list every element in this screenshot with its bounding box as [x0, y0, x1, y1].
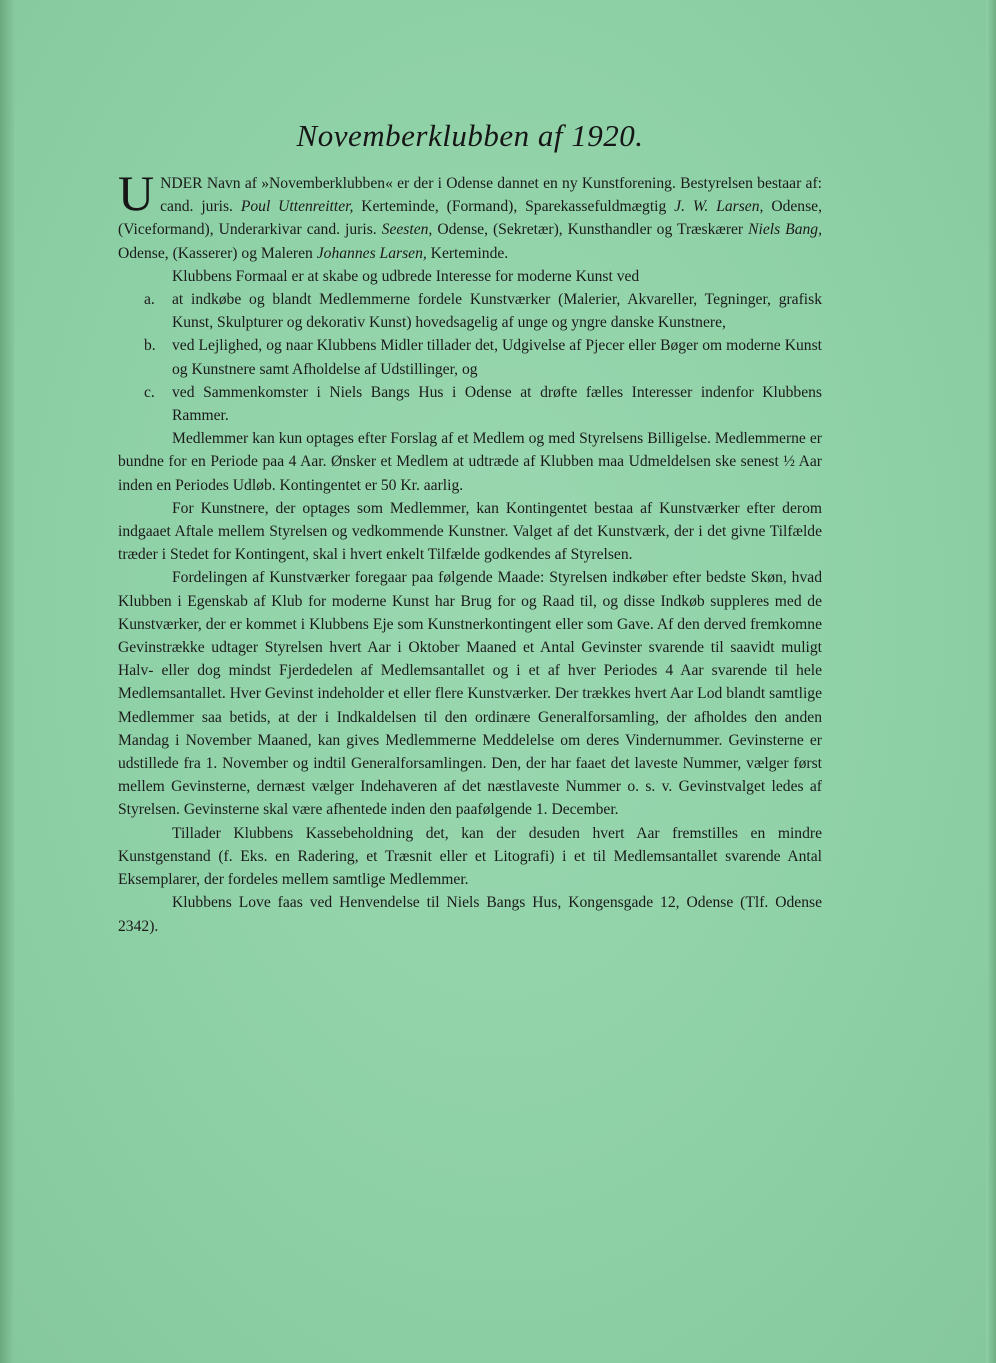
- list-marker: a.: [144, 291, 155, 309]
- list-marker: b.: [144, 337, 156, 355]
- bylaws-paragraph: Klubbens Love faas ved Henvendelse til Niels Bangs Hus, Kongensgade 12, Odense (Tlf. Odense 2342).: [118, 894, 822, 935]
- intro-text-4: Odense, (Sekretær), Kunsthandler og Træskærer: [432, 221, 749, 239]
- membership-paragraph: Medlemmer kan kun optages efter Forslag af et Medlem og med Styrelsens Billigelse. Medlemmerne er bundne for en Periode paa 4 Aar. Ønsker et Medlem at udtræde af Klubben maa Udmeldelsen ske senest ½ Aar inden en Periodes Udløb. Kontingentet er 50 Kr. aarlig.: [118, 430, 822, 494]
- distribution-paragraph: Fordelingen af Kunstværker foregaar paa følgende Maade: Styrelsen indkøber efter bedste Skøn, hvad Klubben i Egenskab af Klub for moderne Kunst har Brug for og Raad til, og disse Indkøb suppleres med de Kunstværker, der er kommet i Klubbens Eje som Kunstnerkontingent eller som Gave. Af den derved fremkomne Gevinstrække udtager Styrelsen hvert Aar i Oktober Maaned et Antal Gevinster svarende til saavidt muligt Halv- eller dog mindst Fjerdedelen af Medlemsantallet og i et af hver Periodes 4 Aar svarende til hele Medlemsantallet. Hver Gevinst indeholder et eller flere Kunstværker. Der trækkes hvert Aar Lod blandt samtlige Medlemmer saa betids, at der i Indkaldelsen til den ordinære Generalforsamling, der afholdes den anden Mandag i November Maaned, kan gives Medlemmerne Meddelelse om deres Vindernummer. Gevinsterne er udstillede fra 1. November og indtil Generalforsamlingen. Den, der har faaet det laveste Nummer, vælger først mellem Gevinsterne, dernæst vælger Indehaveren af det næstlaveste Nummer o. s. v. Gevinstvalget ledes af Styrelsen. Gevinsterne skal være afhentede inden den paafølgende 1. December.: [118, 569, 822, 819]
- page-edge-left: [0, 0, 14, 1363]
- list-item-text: ved Lejlighed, og naar Klubbens Midler tillader det, Udgivelse af Pjecer eller Bøger om moderne Kunst og Kunstnere samt Afholdelse af Udstillinger, og: [172, 337, 822, 378]
- artist-fee-paragraph: For Kunstnere, der optages som Medlemmer, kan Kontingentet bestaa af Kunstværker efter derom indgaaet Aftale mellem Styrelsen og vedkommende Kunstner. Valget af det Kunstværk, der i det givne Tilfælde træder i Stedet for Kontingent, skal i hvert enkelt Tilfælde godkendes af Styrelsen.: [118, 499, 822, 564]
- drop-cap: U: [118, 165, 155, 221]
- intro-text-3: Odense, (Viceformand), Underarkivar cand. juris.: [118, 198, 822, 239]
- name-secretary: Seesten,: [381, 221, 433, 239]
- intro-text-6: Kerteminde.: [426, 244, 509, 262]
- purpose-paragraph: Klubbens Formaal er at skabe og udbrede Interesse for moderne Kunst ved: [172, 267, 640, 285]
- list-item-text: ved Sammenkomster i Niels Bangs Hus i Odense at drøfte fælles Interesser indenfor Klubbens Rammer.: [172, 383, 822, 425]
- intro-text-2: Kerteminde, (Formand), Sparekassefuldmægtig: [353, 198, 675, 216]
- page-edge-right: [986, 0, 996, 1363]
- list-marker: c.: [144, 383, 155, 401]
- name-painter: Johannes Larsen,: [316, 244, 427, 262]
- edition-paragraph: Tillader Klubbens Kassebeholdning det, kan der desuden hvert Aar fremstilles en mindre Kunstgenstand (f. Eks. en Radering, et Træsnit eller et Litografi) i et til Medlemsantallet svarende Antal Eksemplarer, der fordeles mellem samtlige Medlemmer.: [118, 824, 822, 889]
- intro-text-5: Odense, (Kasserer) og Maleren: [118, 244, 317, 262]
- list-item-text: at indkøbe og blandt Medlemmerne fordele Kunstværker (Malerier, Akvareller, Tegninger, grafisk Kunst, Skulpturer og dekorativ Kunst) hovedsagelig af unge og yngre danske Kunstnere,: [172, 291, 822, 332]
- body-text: [118, 165, 822, 938]
- list-item: [144, 381, 822, 427]
- name-vice-chairman: J. W. Larsen,: [674, 198, 764, 216]
- intro-paragraph: [118, 165, 822, 265]
- name-treasurer: Niels Bang,: [748, 221, 822, 239]
- name-chairman: Poul Uttenreitter,: [240, 198, 354, 216]
- intro-text-1: Navn af »Novemberklubben« er der i Odense dannet en ny Kunstforening. Bestyrelsen bestaar af: cand. juris.: [160, 175, 822, 216]
- page-title: Novemberklubben af 1920.: [296, 118, 644, 153]
- intro-caps: NDER: [160, 175, 203, 192]
- list-item: [144, 334, 822, 380]
- list-item: [144, 288, 822, 334]
